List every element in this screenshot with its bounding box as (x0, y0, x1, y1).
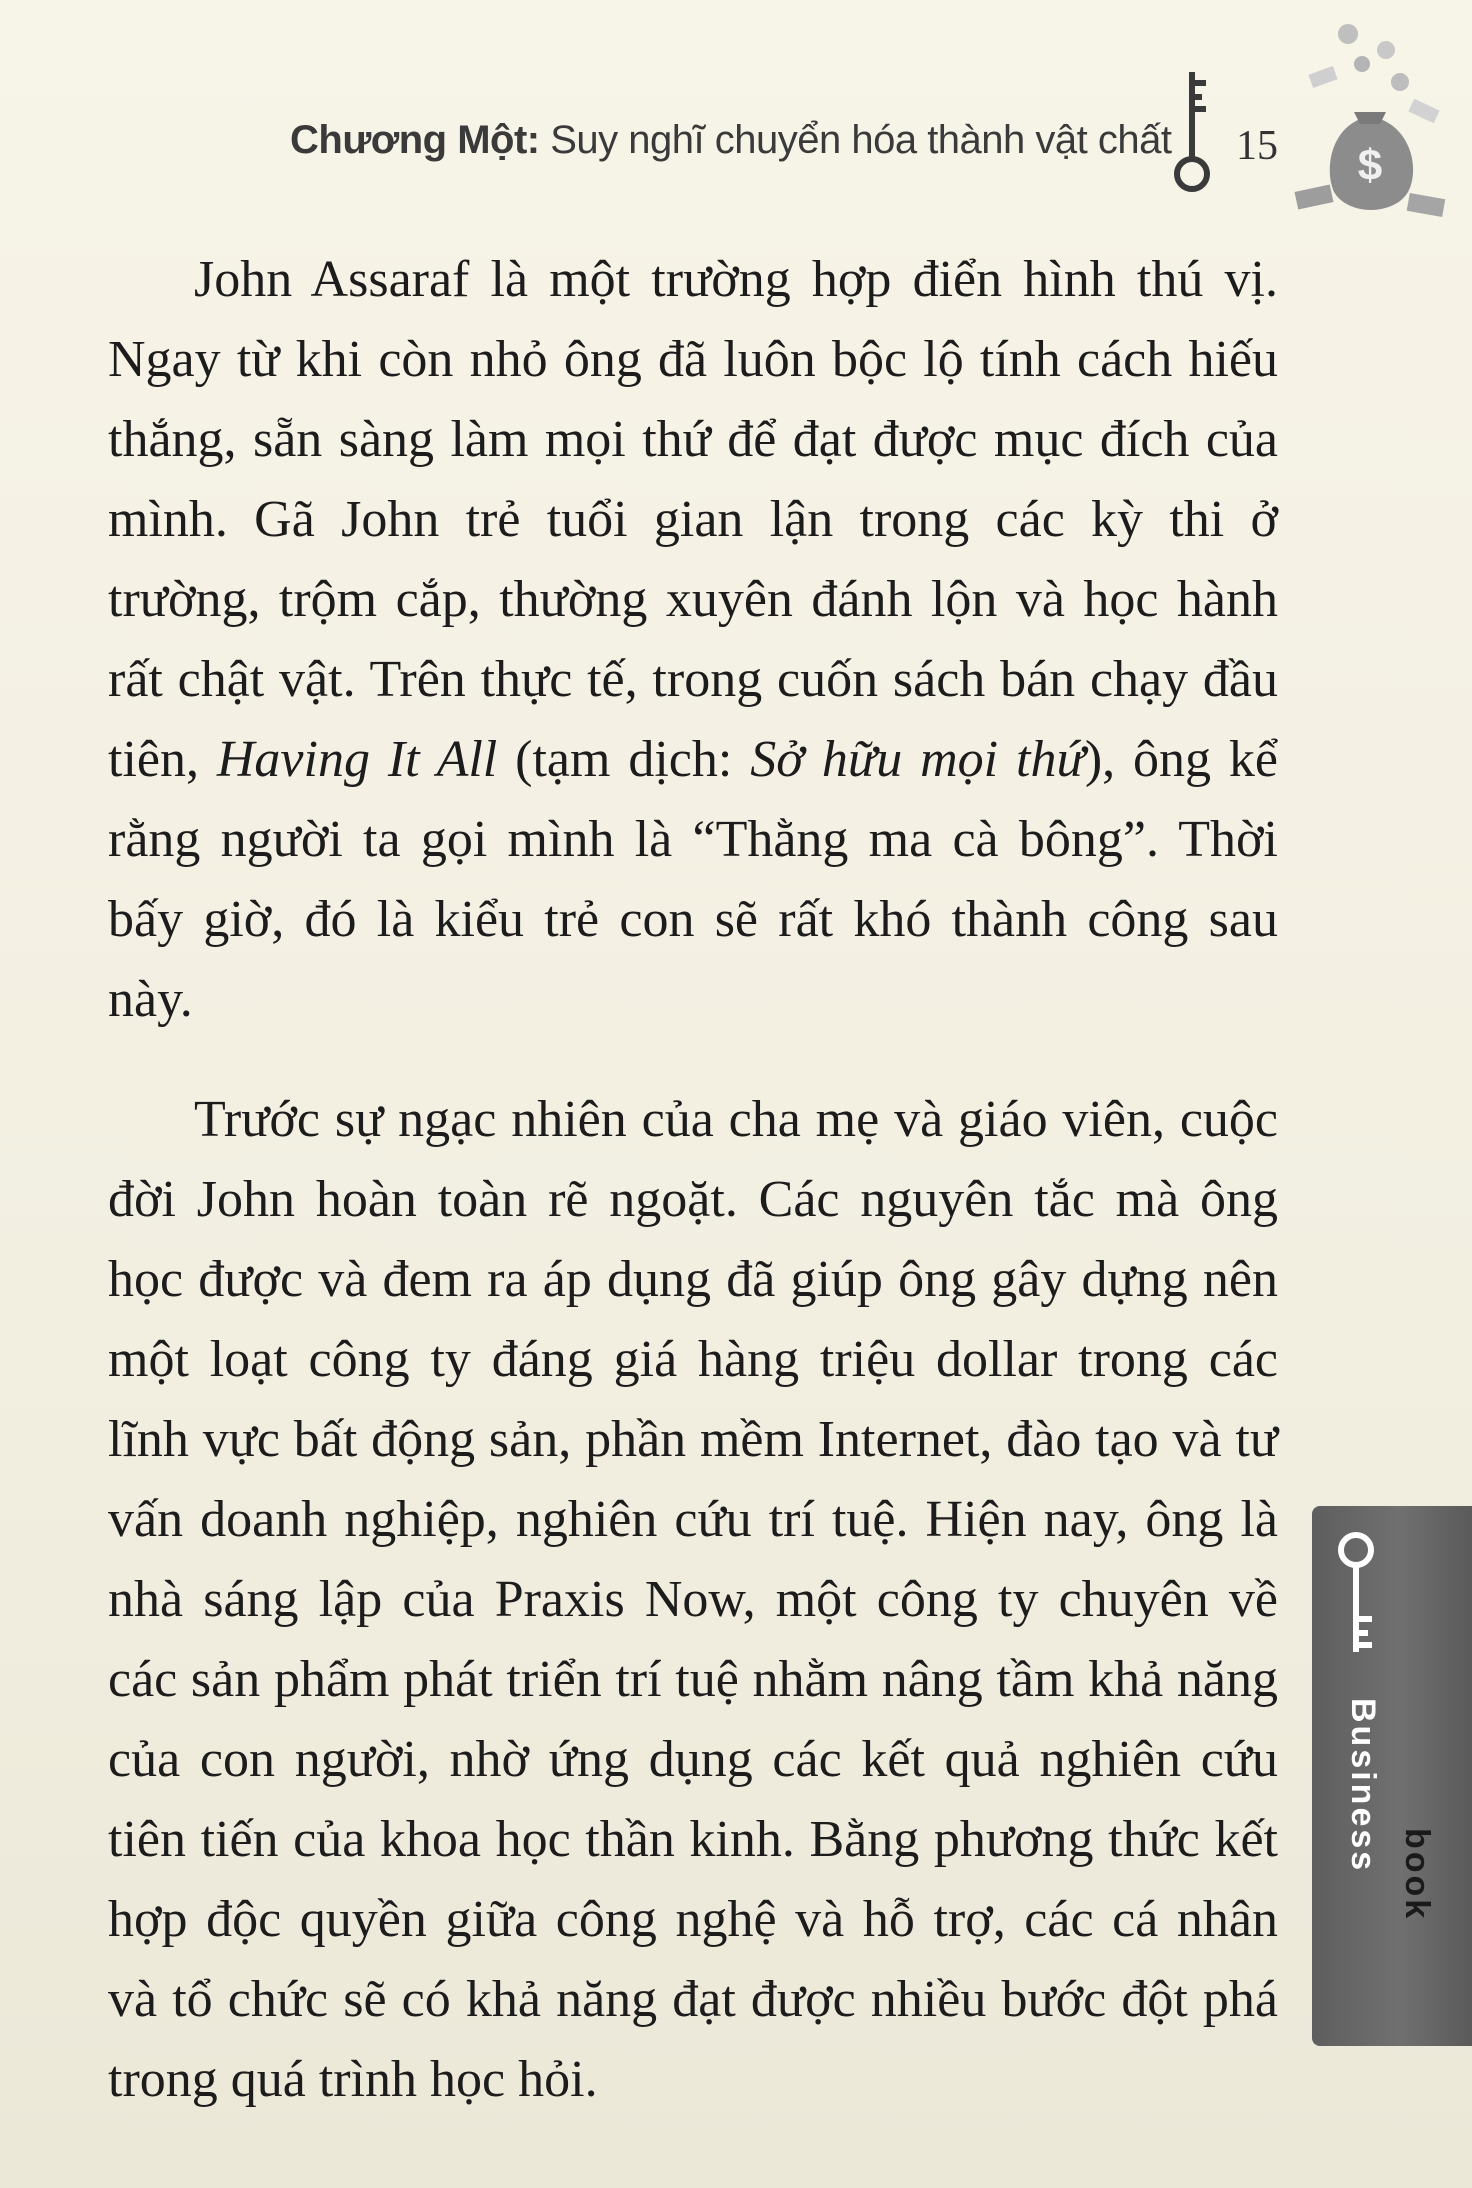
key-icon (1328, 1528, 1384, 1658)
paragraph-1-part-c: ), ông kể rằng người ta gọi mình là “Thằng ma cà bông”. Thời bấy giờ, đó là kiểu trẻ con sẽ rất khó thành công sau này. (108, 731, 1279, 1028)
paragraph-1-part-a: John Assaraf là một trường hợp điển hình thú vị. Ngay từ khi còn nhỏ ông đã luôn bộc lộ tính cách hiếu thắng, sẵn sàng làm mọi thứ để đạt được mục đích của mình. Gã John trẻ tuổi gian lận trong các kỳ thi ở trường, trộm cắp, thường xuyên đánh lộn và học hành rất chật vật. Trên thực tế, trong cuốn sách bán chạy đầu tiên, (108, 251, 1278, 788)
chapter-label: Chương Một: (290, 118, 540, 162)
paragraph-1-part-b: (tạm dịch: (497, 731, 751, 788)
money-bag-icon (1290, 20, 1450, 220)
chapter-title: Suy nghĩ chuyển hóa thành vật chất (550, 118, 1172, 162)
svg-text:$: $ (1357, 141, 1383, 190)
key-icon (1170, 66, 1226, 196)
paragraph-1 (108, 240, 1278, 1040)
running-header (290, 118, 1171, 163)
body-text (108, 240, 1278, 2120)
paragraph-2: Trước sự ngạc nhiên của cha mẹ và giáo viên, cuộc đời John hoàn toàn rẽ ngoặt. Các nguyên tắc mà ông học được và đem ra áp dụng đã giúp ông gây dựng nên một loạt công ty đáng giá hàng triệu dollar trong các lĩnh vực bất động sản, phần mềm Internet, đào tạo và tư vấn doanh nghiệp, nghiên cứu trí tuệ. Hiện nay, ông là nhà sáng lập của Praxis Now, một công ty chuyên về các sản phẩm phát triển trí tuệ nhằm nâng tầm khả năng của con người, nhờ ứng dụng các kết quả nghiên cứu tiên tiến của khoa học thần kinh. Bằng phương thức kết hợp độc quyền giữa công nghệ và hỗ trợ, các cá nhân và tổ chức sẽ có khả năng đạt được nhiều bước đột phá trong quá trình học hỏi. (108, 1091, 1278, 2108)
book-title-vi: Sở hữu mọi thứ (750, 731, 1085, 788)
business-book-tab (1312, 1506, 1472, 2046)
book-title: Having It All (216, 731, 498, 788)
tab-word-book: book (1398, 1828, 1436, 1922)
page-number: 15 (1236, 123, 1278, 169)
tab-label (1338, 1698, 1458, 1998)
tab-word-business: Business (1344, 1698, 1382, 1874)
